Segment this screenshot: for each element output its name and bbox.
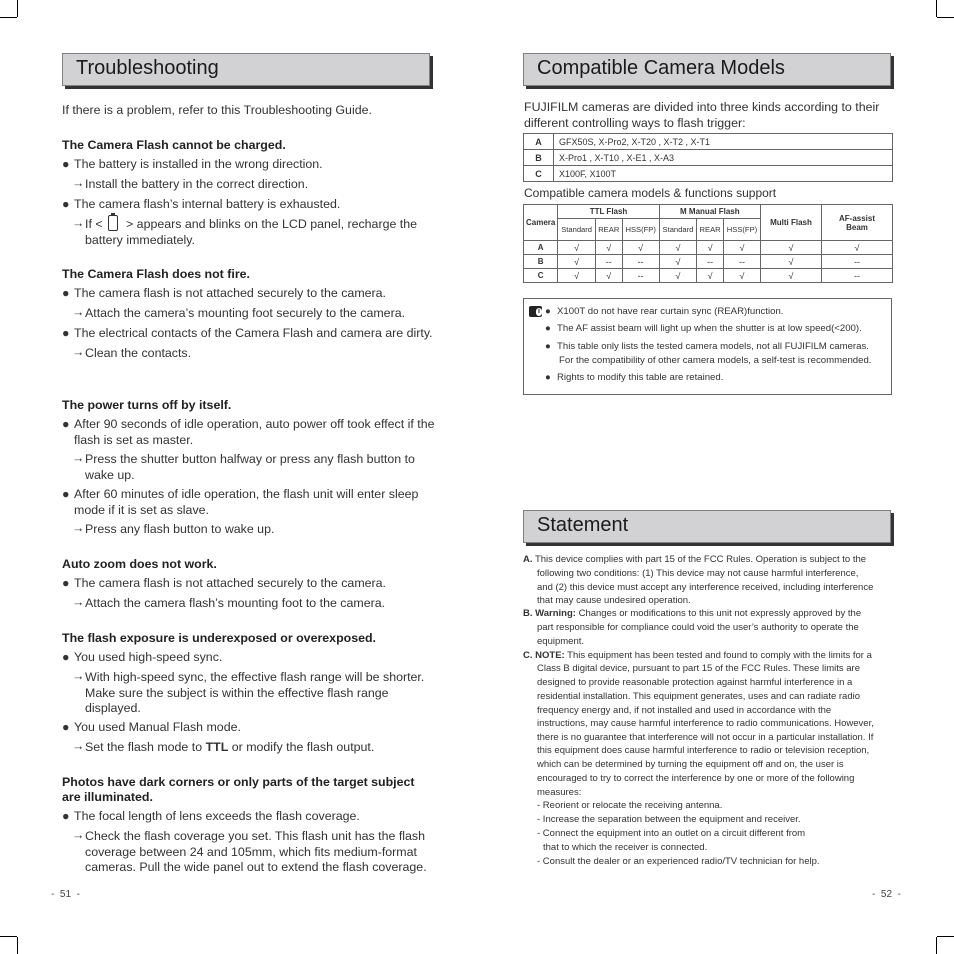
page-title: Troubleshooting (76, 57, 219, 79)
section-title: Statement (537, 514, 629, 536)
statement-line: encouraged to try to correct the interference by one or more of the following (537, 773, 855, 784)
support-cell: √ (761, 269, 822, 283)
support-cell: √ (697, 241, 724, 255)
support-cell: -- (822, 269, 893, 283)
col-af: AF-assist Beam (822, 205, 893, 241)
statement-line: which can be determined by turning the equipment off and on, the user is (537, 759, 844, 770)
problem-text: The electrical contacts of the Camera Flash and camera are dirty. (74, 326, 433, 340)
bullet-icon: ● (62, 487, 70, 501)
support-cell: √ (761, 255, 822, 269)
solution-text: Press the shutter button halfway or press any flash button to (85, 452, 415, 466)
troubleshooting-header (62, 53, 430, 86)
bullet-icon: ● (62, 809, 70, 823)
statement-line: measures: (537, 787, 582, 798)
crop-mark (936, 0, 937, 17)
col-manual: M Manual Flash (659, 205, 760, 219)
crop-mark (937, 936, 954, 937)
solution-text: Press any flash button to wake up. (85, 522, 275, 536)
row-label: C (524, 269, 558, 283)
note-bullet-icon: ● (545, 306, 551, 317)
support-cell: √ (822, 241, 893, 255)
statement-line: - Increase the separation between the equipment and receiver. (537, 814, 801, 825)
ttl-keyword: TTL (205, 740, 229, 754)
bullet-icon: ● (62, 157, 70, 171)
solution-text: battery immediately. (85, 233, 195, 247)
note-bullet-icon: ● (545, 372, 551, 383)
support-cell: √ (659, 241, 697, 255)
arrow-icon: → (72, 669, 85, 683)
kind-models: X-Pro1 , X-T10 , X-E1 , X-A3 (554, 150, 893, 166)
support-table (523, 204, 893, 283)
support-cell: -- (595, 255, 622, 269)
sub-col: HSS(FP) (622, 219, 659, 241)
crop-mark (0, 936, 17, 937)
support-cell: -- (723, 255, 760, 269)
statement-line (523, 607, 861, 621)
arrow-icon: → (72, 176, 85, 190)
solution-text: cameras. Pull the wide panel out to extend the flash coverage. (85, 860, 427, 874)
problem-text: The camera flash is not attached securely to the camera. (74, 286, 386, 300)
note-text: This table only lists the tested camera models, not all FUJIFILM cameras. (557, 341, 869, 352)
solution-text-part: Set the flash mode to (85, 740, 203, 754)
bullet-icon: ● (62, 326, 70, 340)
solution-text: Clean the contacts. (85, 346, 192, 360)
col-multi: Multi Flash (761, 205, 822, 241)
arrow-icon: → (72, 521, 85, 535)
note-text: X100T do not have rear curtain sync (REAR)function. (557, 306, 784, 317)
solution-text: Attach the camera’s mounting foot securely to the camera. (85, 306, 406, 320)
support-cell: -- (822, 255, 893, 269)
statement-label: A. (523, 554, 533, 565)
page-number: - 52 - (872, 889, 901, 900)
crop-mark (17, 937, 18, 954)
support-cell: √ (622, 241, 659, 255)
kind-label: C (524, 166, 554, 182)
statement-line: designed to provide reasonable protection against harmful interference in a (537, 677, 853, 688)
statement-label: B. Warning: (523, 608, 576, 619)
section-heading: The power turns off by itself. (62, 398, 232, 412)
row-label: A (524, 241, 558, 255)
solution-text: > appears and blinks on the LCD panel, recharge the (126, 217, 418, 231)
fuji-intro: different controlling ways to flash trigger: (524, 116, 746, 130)
support-cell: -- (697, 255, 724, 269)
statement-line: Class B digital device, pursuant to part 15 of the FCC Rules. These limits are (537, 663, 860, 674)
note-bullet-icon: ● (545, 341, 551, 352)
note-icon: i (529, 306, 542, 317)
crop-mark (936, 937, 937, 954)
compatible-header (523, 53, 891, 86)
bullet-icon: ● (62, 197, 70, 211)
statement-line (523, 553, 866, 567)
support-cell: √ (558, 255, 596, 269)
bullet-icon: ● (62, 417, 70, 431)
problem-text: You used Manual Flash mode. (74, 720, 241, 734)
statement-line: there is no guarantee that interference will not occur in a particular installation. If (537, 732, 874, 743)
support-title: Compatible camera models & functions support (524, 186, 777, 200)
support-cell: √ (761, 241, 822, 255)
support-cell: √ (659, 269, 697, 283)
solution-text: Make sure the subject is within the effective flash range (85, 686, 389, 700)
fuji-intro: FUJIFILM cameras are divided into three kinds according to their (524, 100, 880, 114)
crop-mark (937, 17, 954, 18)
battery-icon (108, 215, 118, 231)
statement-line: this equipment does cause harmful interference to radio or television reception, (537, 745, 870, 756)
bullet-icon: ● (62, 720, 70, 734)
col-ttl: TTL Flash (558, 205, 659, 219)
statement-line: part responsible for compliance could void the user’s authority to operate the (537, 622, 859, 633)
arrow-icon: → (72, 828, 85, 842)
statement-line: - Connect the equipment into an outlet on a circuit different from (537, 828, 806, 839)
statement-line (523, 649, 872, 663)
kind-models: X100F, X100T (554, 166, 893, 182)
section-heading: The flash exposure is underexposed or overexposed. (62, 631, 376, 645)
statement-line: residential installation. This equipment generates, uses and can radiate radio (537, 691, 861, 702)
statement-text: This equipment has been tested and found to comply with the limits for a (567, 650, 872, 661)
statement-text: Changes or modifications to this unit not expressly approved by the (578, 608, 862, 619)
problem-text: You used high-speed sync. (74, 650, 223, 664)
bullet-icon: ● (62, 286, 70, 300)
solution-text-part: or modify the flash output. (231, 740, 375, 754)
support-cell: √ (595, 241, 622, 255)
kind-label: B (524, 150, 554, 166)
problem-text: After 90 seconds of idle operation, auto power off took effect if the (74, 417, 435, 431)
statement-line: that to which the receiver is connected. (543, 842, 708, 853)
col-camera: Camera (524, 205, 558, 241)
statement-line: instructions, may cause harmful interference to radio communications. However, (537, 718, 874, 729)
problem-text: The camera flash is not attached securely to the camera. (74, 576, 386, 590)
section-heading: are illuminated. (62, 790, 153, 804)
kinds-table (523, 133, 893, 182)
support-cell: √ (723, 241, 760, 255)
section-heading: The Camera Flash cannot be charged. (62, 138, 286, 152)
support-cell: √ (595, 269, 622, 283)
support-cell: √ (723, 269, 760, 283)
statement-line: following two conditions: (1) This device may not cause harmful interference, (537, 568, 859, 579)
row-label: B (524, 255, 558, 269)
crop-mark (0, 17, 17, 18)
statement-line: equipment. (537, 636, 585, 647)
arrow-icon: → (72, 216, 85, 230)
statement-line: and (2) this device must accept any interference received, including interference (537, 582, 874, 593)
solution-text: coverage between 24 and 105mm, which fits medium-format (85, 845, 417, 859)
sub-col: REAR (595, 219, 622, 241)
support-cell: -- (622, 269, 659, 283)
problem-text: The camera flash’s internal battery is exhausted. (74, 197, 341, 211)
arrow-icon: → (72, 595, 85, 609)
support-cell: √ (697, 269, 724, 283)
solution-text: With high-speed sync, the effective flash range will be shorter. (85, 670, 425, 684)
arrow-icon: → (72, 305, 85, 319)
problem-text: The battery is installed in the wrong direction. (74, 157, 323, 171)
solution-text: Attach the camera flash’s mounting foot to the camera. (85, 596, 386, 610)
problem-text: flash is set as master. (74, 433, 194, 447)
sub-col: Standard (659, 219, 697, 241)
kind-models: GFX50S, X-Pro2, X-T20 , X-T2 , X-T1 (554, 134, 893, 150)
support-cell: -- (622, 255, 659, 269)
bullet-icon: ● (62, 650, 70, 664)
solution-text: If < (85, 217, 103, 231)
support-cell: √ (558, 269, 596, 283)
statement-text: This device complies with part 15 of the FCC Rules. Operation is subject to the (534, 554, 867, 565)
intro-text: If there is a problem, refer to this Troubleshooting Guide. (62, 103, 372, 117)
sub-col: REAR (697, 219, 724, 241)
arrow-icon: → (72, 451, 85, 465)
statement-line: - Consult the dealer or an experienced radio/TV technician for help. (537, 856, 820, 867)
section-heading: Auto zoom does not work. (62, 557, 217, 571)
solution-text (85, 739, 374, 755)
note-text: The AF assist beam will light up when the shutter is at low speed(<200). (557, 323, 862, 334)
problem-text: mode if it is set as slave. (74, 503, 209, 517)
problem-text: The focal length of lens exceeds the flash coverage. (74, 809, 360, 823)
statement-label: C. NOTE: (523, 650, 565, 661)
note-bullet-icon: ● (545, 323, 551, 334)
section-heading: The Camera Flash does not fire. (62, 267, 250, 281)
statement-header (523, 510, 891, 543)
section-heading: Photos have dark corners or only parts of the target subject (62, 775, 415, 789)
solution-text: wake up. (85, 468, 135, 482)
kind-label: A (524, 134, 554, 150)
note-text: Rights to modify this table are retained. (557, 372, 724, 383)
sub-col: Standard (558, 219, 596, 241)
arrow-icon: → (72, 345, 85, 359)
solution-text: displayed. (85, 701, 141, 715)
page-number: - 51 - (51, 889, 80, 900)
support-cell: √ (558, 241, 596, 255)
problem-text: After 60 minutes of idle operation, the flash unit will enter sleep (74, 487, 419, 501)
arrow-icon: → (72, 739, 85, 753)
crop-mark (17, 0, 18, 17)
solution-text: Install the battery in the correct direction. (85, 177, 309, 191)
statement-line: - Reorient or relocate the receiving antenna. (537, 800, 723, 811)
bullet-icon: ● (62, 576, 70, 590)
solution-text: Check the flash coverage you set. This flash unit has the flash (85, 829, 426, 843)
section-title: Compatible Camera Models (537, 57, 785, 79)
statement-line: that may cause undesired operation. (537, 595, 691, 606)
sub-col: HSS(FP) (723, 219, 760, 241)
statement-line: frequency energy and, if not installed and used in accordance with the (537, 705, 832, 716)
note-text: For the compatibility of other camera models, a self-test is recommended. (559, 355, 872, 366)
support-cell: √ (659, 255, 697, 269)
